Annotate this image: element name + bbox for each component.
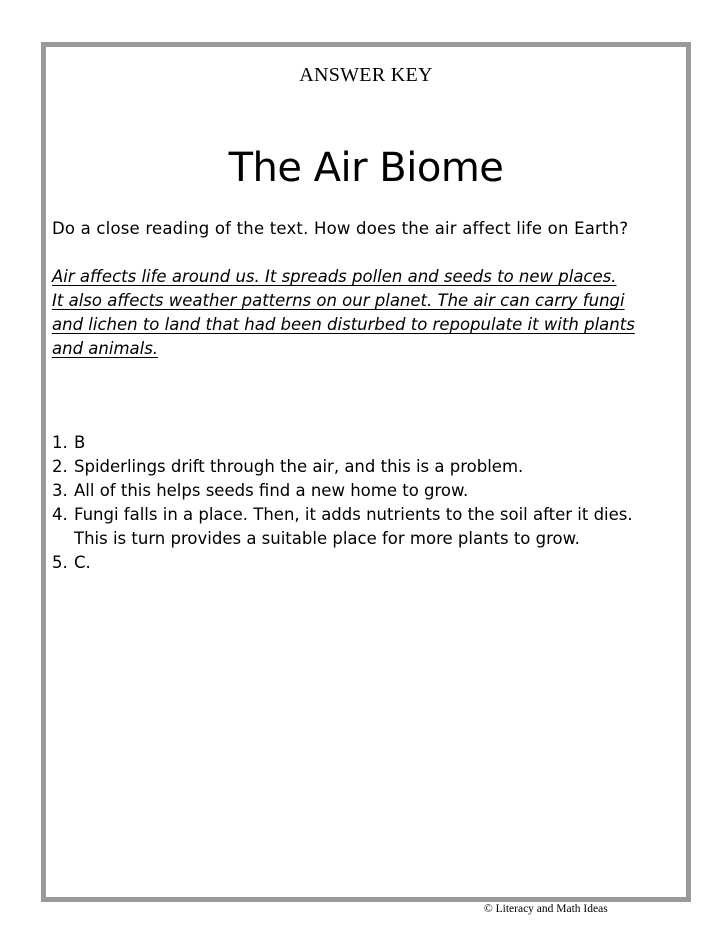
copyright-notice: © Literacy and Math Ideas [484,903,608,915]
item-text: Fungi falls in a place. Then, it adds nutrients to the soil after it dies. [74,505,633,524]
item-text: All of this helps seeds find a new home to grow. [74,481,469,500]
item-text: C. [74,553,91,572]
answer-key-heading: ANSWER KEY [299,64,433,86]
list-item [52,479,682,503]
item-number: 1. [52,433,68,452]
answer-line-text: Air affects life around us. It spreads pollen and seeds to new places. [52,267,617,286]
worksheet-title: The Air Biome [228,145,504,191]
list-item [52,551,682,575]
answer-line-text: and animals. [52,339,159,358]
item-number: 4. [52,505,68,524]
answer-line [52,289,684,313]
item-number: 3. [52,481,68,500]
prompt-answer [52,265,684,361]
list-item [52,431,682,455]
close-reading-prompt: Do a close reading of the text. How does the air affect life on Earth? [52,219,629,238]
answer-line [52,337,684,361]
item-number [52,527,74,551]
answer-line [52,265,684,289]
item-text: B [74,433,86,452]
item-text: Spiderlings drift through the air, and this is a problem. [74,457,524,476]
answer-line-text: and lichen to land that had been disturbed to repopulate it with plants [52,315,635,334]
item-number: 2. [52,457,68,476]
item-text: This is turn provides a suitable place for more plants to grow. [74,529,580,548]
list-item-continuation [52,527,682,551]
list-item [52,455,682,479]
list-item [52,503,682,527]
answer-line-text: It also affects weather patterns on our planet. The air can carry fungi [52,291,625,310]
answer-line [52,313,684,337]
item-number: 5. [52,553,68,572]
page-frame [41,42,691,902]
answer-list [52,431,682,575]
